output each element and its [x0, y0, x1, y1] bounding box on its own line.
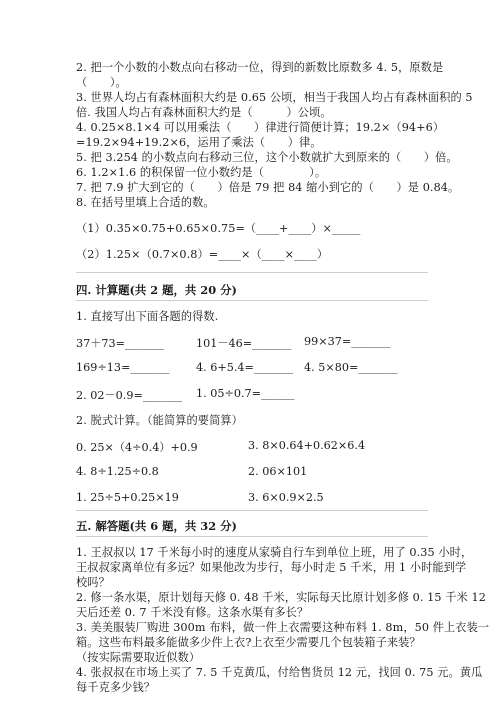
section-divider [76, 536, 428, 537]
calc-item: 101－46=_______ [196, 337, 292, 350]
calc-item: 2. 02－0.9=_______ [76, 389, 182, 402]
question-4-line-1: 4. 0.25×8.1×4 可以用乘法（ ）律进行简便计算；19.2×（94+6） [76, 121, 445, 134]
stepwise-item: 3. 6×0.9×2.5 [248, 491, 324, 504]
question-2-line-2: （ ）。 [76, 76, 127, 89]
calc-question-1: 1. 直接写出下面各题的得数. [76, 310, 219, 323]
problem-2-line-1: 2. 修一条水渠，原计划每天修 0. 48 千米，实际每天比原计划多修 0. 15 千米 12 [76, 591, 486, 604]
calc-item: 4. 6+5.4=_______ [196, 361, 294, 374]
section-divider [76, 510, 428, 511]
question-3-line-2: 倍. 我国人均占有森林面积大约是（ ）公顷。 [76, 106, 332, 119]
calc-item: 1. 05÷0.7=______ [196, 387, 295, 400]
calc-item: 37＋73=_______ [76, 337, 165, 350]
question-5: 5. 把 3.254 的小数点向右移动三位，这个小数就扩大到原来的（ ）倍。 [76, 151, 458, 164]
calc-item: 169÷13=_______ [76, 361, 170, 374]
calc-item: 99×37=_______ [304, 335, 391, 348]
question-7: 7. 把 7.9 扩大到它的（ ）倍是 79 把 84 缩小到它的（ ）是 0.84。 [76, 181, 460, 194]
problem-3-line-2: 箱。这些布料最多能做多少件上衣?上衣至少需要几个包装箱子来装？ [76, 636, 421, 649]
problem-3-line-1: 3. 美美服装厂购进 300m 布料，做一件上衣需要这种布料 1. 8m，50 件上衣装一 [76, 621, 490, 634]
question-3-line-1: 3. 世界人均占有森林面积大约是 0.65 公顷，相当于我国人均占有森林面积的 5 [76, 91, 473, 104]
question-4-line-2: =19.2×94+19.2×6，运用了乘法（ ）律。 [76, 136, 322, 149]
calc-question-2: 2. 脱式计算。（能简算的要简算） [76, 414, 243, 427]
section-heading-calculation: 四. 计算题(共 2 题，共 20 分) [76, 283, 237, 297]
fill-item-1: （1）0.35×0.75+0.65×0.75=（____+____）×_____ [76, 222, 361, 235]
problem-1-line-3: 校吗？ [76, 576, 110, 589]
stepwise-item: 3. 8×0.64+0.62×6.4 [248, 439, 366, 452]
question-6: 6. 1.2×1.6 的积保留一位小数约是（ ）。 [76, 166, 327, 179]
problem-3-line-3: （按实际需要取近似数） [76, 651, 201, 664]
problem-4-line-2: 每千克多少钱？ [76, 681, 156, 694]
question-2-line-1: 2. 把一个小数的小数点向右移动一位，得到的新数比原数多 4. 5，原数是 [76, 61, 444, 74]
problem-2-line-2: 天后还差 0. 7 千米没有修。这条水渠有多长？ [76, 606, 309, 619]
stepwise-item: 1. 25÷5+0.25×19 [76, 491, 179, 504]
stepwise-item: 2. 06×101 [248, 465, 308, 478]
section-heading-word-problems: 五. 解答题(共 6 题，共 32 分) [76, 519, 237, 533]
section-divider [76, 300, 428, 301]
stepwise-item: 4. 8÷1.25÷0.8 [76, 465, 159, 478]
problem-1-line-2: 王叔叔家离单位有多远？如果他改为步行，每小时走 5 千米，用 1 小时能到学 [76, 561, 467, 574]
problem-1-line-1: 1. 王叔叔以 17 千米每小时的速度从家骑自行车到单位上班，用了 0.35 小时， [76, 546, 473, 559]
problem-4-line-1: 4. 张叔叔在市场上买了 7. 5 千克黄瓜，付给售货员 12 元，找回 0. 75 元。黄瓜 [76, 666, 483, 679]
stepwise-item: 0. 25×（4÷0.4）+0.9 [76, 441, 198, 454]
section-divider [76, 272, 428, 273]
question-8: 8. 在括号里填上合适的数。 [76, 196, 215, 209]
fill-item-2: （2）1.25×（0.7×0.8）=____×（____×____） [76, 248, 329, 261]
calc-item: 4. 5×80=_______ [304, 361, 398, 374]
